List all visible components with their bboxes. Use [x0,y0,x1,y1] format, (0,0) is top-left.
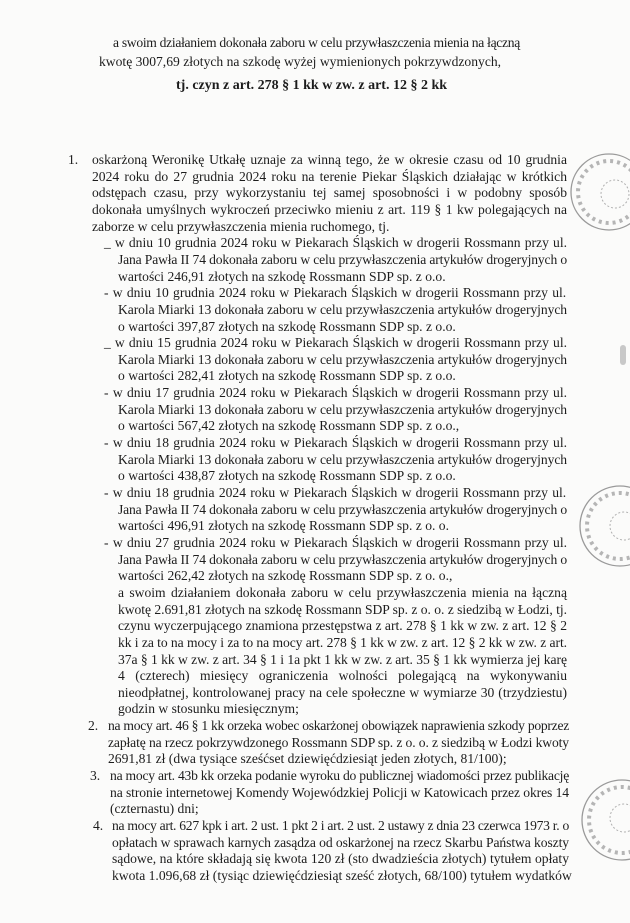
item-text-line: czynu wyczerpującego znamiona przestępstwa z art. 278 § 1 kk w zw. z art. 12 § 2 [118,618,567,634]
item-text-line: sądowe, na które składają się kwota 120 zł (sto dwadzieścia złotych) tytułem opłaty [112,851,569,867]
header-line: kwotę 3007,69 złotych na szkodę wyżej wymienionych pokrzywdzonych, [99,54,502,69]
item-text-line: oskarżoną Weronikę Utkałę uznaje za winną tego, że w okresie czasu od 10 grudnia [92,152,567,167]
item-number: 2. [88,718,99,734]
item-text-line: opłatach w sprawach karnych zasądza od oskarżonej na rzecz Skarbu Państwa koszty [112,834,569,850]
item-text-line: Jana Pawła II 74 dokonała zaboru w celu przywłaszczenia artykułów drogeryjnych o [118,501,567,517]
item-text-line: odstępach czasu, przy wykorzystaniu tej samej sposobności i w podobny sposób [92,185,567,201]
offense-entry-line: - w dniu 27 grudnia 2024 roku w Piekarach Śląskich w drogerii Rossmann przy ul. [104,534,567,550]
item-text-line: wartości 496,91 złotych na szkodę Rossmann SDP sp. z o. o. [118,518,449,534]
item-text-line: Karola Miarki 13 dokonała zaboru w celu przywłaszczenia artykułów drogeryjnych [118,451,567,467]
header-line: a swoim działaniem dokonała zaboru w celu przywłaszczenia mienia na łączną [113,35,520,50]
item-text-line: kk i za to na mocy i za to na mocy art. 278 § 1 kk w zw. z art. 12 § 2 kk w zw. z art. [118,634,567,650]
item-text-line: Karola Miarki 13 dokonała zaboru w celu przywłaszczenia artykułów drogeryjnych [118,351,567,367]
item-text-line: wartości 246,91 złotych na szkodę Rossmann SDP sp. z o.o. [118,268,446,284]
item-text-line: Karola Miarki 13 dokonała zaboru w celu przywłaszczenia artykułów drogeryjnych [118,401,567,417]
item-text-line: Jana Pawła II 74 dokonała zaboru w celu przywłaszczenia artykułów drogeryjnych o [118,251,567,267]
offense-entry-line: - w dniu 18 grudnia 2024 roku w Piekarach Śląskich w drogerii Rossmann przy ul. [104,485,567,500]
item-text-line: o wartości 397,87 złotych na szkodę Rossmann SDP sp. z o.o. [118,318,456,334]
offense-entry-line: - w dniu 17 grudnia 2024 roku w Piekarach Śląskich w drogerii Rossmann przy ul. [104,385,567,401]
item-text-line: na stronie internetowej Komendy Wojewódzkiej Policji w Katowicach przez okres 14 [110,784,569,800]
item-text-line: na mocy art. 627 kpk i art. 2 ust. 1 pkt 2 i art. 2 ust. 2 ustawy z dnia 23 czerwca 1973 r. o [112,818,569,833]
item-text-line: 2691,81 zł (dwa tysiące sześćset dziewięćdziesiąt jeden złotych, 81/100); [108,751,507,767]
item-text-line: kwotę 2.691,81 złotych na szkodę Rossmann SDP sp. z o. o. z siedzibą w Łodzi, tj. [118,601,567,617]
item-text-line: na mocy art. 46 § 1 kk orzeka wobec oskarżonej obowiązek naprawienia szkody poprzez [108,718,569,734]
item-text-line: o wartości 567,42 złotych na szkodę Rossmann SDP sp. z o.o., [118,418,460,434]
item-text-line: Karola Miarki 13 dokonała zaboru w celu przywłaszczenia artykułów drogeryjnych [118,301,567,317]
item-text-line: (czternastu) dni; [110,801,199,817]
item-text-line: zaborze w celu przywłaszczenia mienia ruchomego, tj. [92,218,390,234]
item-text-line: zapłatę na rzecz pokrzywdzonego Rossmann SDP sp. z o. o. z siedzibą w Łodzi kwoty [108,734,569,750]
item-text-line: o wartości 438,87 złotych na szkodę Rossmann SDP sp. z o.o. [118,468,456,484]
offense-entry-line: _ w dniu 10 grudnia 2024 roku w Piekarach Śląskich w drogerii Rossmann przy ul. [104,235,567,251]
item-text-line: wartości 262,42 złotych na szkodę Rossmann SDP sp. z o. o., [118,568,453,584]
offense-entry-line: _ w dniu 15 grudnia 2024 roku w Piekarach Śląskich w drogerii Rossmann przy ul. [104,335,567,351]
item-number: 4. [93,818,104,833]
item-text-line: na mocy art. 43b kk orzeka podanie wyroku do publicznej wiadomości przez publikację [110,768,569,784]
item-text-line: kwota 1.096,68 zł (tysiąc dziewięćdziesiąt sześć złotych, 68/100) tytułem wydatków [112,867,572,883]
item-text-line: 37a § 1 kk w zw. z art. 34 § 1 i 1a pkt 1 kk w zw. z art. 35 § 1 kk wymierza jej karę [118,651,567,667]
legal-qualification: tj. czyn z art. 278 § 1 kk w zw. z art. 12 § 2 kk [176,78,448,93]
court-stamp-icon [572,770,630,870]
offense-entry-line: - w dniu 18 grudnia 2024 roku w Piekarach Śląskich w drogerii Rossmann przy ul. [104,435,567,451]
offense-entry-line: - w dniu 10 grudnia 2024 roku w Piekarach Śląskich w drogerii Rossmann przy ul. [104,285,567,301]
item-text-line: Jana Pawła II 74 dokonała zaboru w celu przywłaszczenia artykułów drogeryjnych o [118,551,567,567]
court-stamp-icon [565,148,630,238]
item-number: 3. [90,768,101,784]
item-text-line: 4 (czterech) miesięcy ograniczenia wolności polegającą na wykonywaniu [118,668,567,684]
item-text-line: godzin w stosunku miesięcznym; [118,701,299,717]
item-text-line: a swoim działaniem dokonała zaboru w celu przywłaszczenia mienia na łączną [118,584,567,600]
item-number: 1. [68,152,79,167]
court-stamp-icon [572,476,630,576]
item-text-line: dokonała umyślnych wykroczeń przeciwko mieniu z art. 119 § 1 kw polegających na [92,201,567,217]
item-text-line: nieodpłatnej, kontrolowanej pracy na cele społeczne w wymiarze 30 (trzydziestu) [118,684,567,700]
item-text-line: 2024 roku do 27 grudnia 2024 roku na terenie Piekar Śląskich działając w krótkich [92,168,567,184]
item-text-line: o wartości 282,41 złotych na szkodę Rossmann SDP sp. z o.o. [118,368,456,384]
stamp-mark [620,345,626,365]
